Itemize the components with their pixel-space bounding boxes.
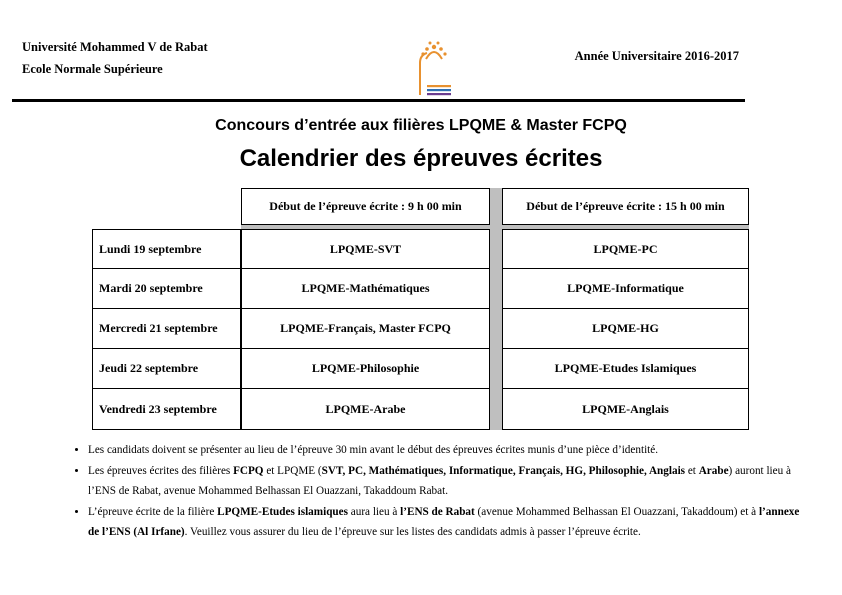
row-day: Mardi 20 septembre <box>92 268 241 309</box>
row-morning: LPQME-Philosophie <box>241 348 490 389</box>
header-left <box>22 36 208 80</box>
note-bold: Arabe <box>698 464 729 477</box>
schedule-table <box>92 188 749 430</box>
note-bold: LPQME-Etudes islamiques <box>217 505 348 518</box>
school-name: Ecole Normale Supérieure <box>22 62 163 76</box>
row-morning: LPQME-Arabe <box>241 388 490 430</box>
note-text: Les épreuves écrites des filières <box>88 464 234 477</box>
row-morning: LPQME-Français, Master FCPQ <box>241 308 490 349</box>
row-day: Vendredi 23 septembre <box>92 388 241 430</box>
row-day: Jeudi 22 septembre <box>92 348 241 389</box>
row-afternoon: LPQME-HG <box>502 308 749 349</box>
page-subtitle: Concours d’entrée aux filières LPQME & Master FCPQ <box>215 117 627 134</box>
row-afternoon: LPQME-Informatique <box>502 268 749 309</box>
academic-year: Année Universitaire 2016-2017 <box>574 49 739 63</box>
row-morning: LPQME-SVT <box>241 229 490 269</box>
note-text: . Veuillez vous assurer du lieu de l’épreuve sur les listes des candidats admis à passer l’épreuve écrite. <box>184 526 641 538</box>
row-afternoon: LPQME-PC <box>502 229 749 269</box>
university-name: Université Mohammed V de Rabat <box>22 40 208 54</box>
header-afternoon: Début de l’épreuve écrite : 15 h 00 min <box>502 188 749 225</box>
page-title: Calendrier des épreuves écrites <box>239 145 603 172</box>
note-bold: SVT, PC, Mathématiques, Informatique, Français, HG, Philosophie, Anglais <box>321 464 686 477</box>
note-bold: l’ENS de Rabat <box>400 505 475 518</box>
note-text: (avenue Mohammed Belhassan El Ouazzani, Takaddoum) et à <box>474 505 759 518</box>
note-item <box>88 440 800 461</box>
header-rule <box>12 99 745 102</box>
note-text: et <box>685 464 699 477</box>
row-morning: LPQME-Mathématiques <box>241 268 490 309</box>
ens-logo <box>410 33 458 99</box>
note-bold: FCPQ <box>233 464 264 477</box>
row-day: Mercredi 21 septembre <box>92 308 241 349</box>
note-text: et LPQME ( <box>263 464 322 477</box>
row-afternoon: LPQME-Anglais <box>502 388 749 430</box>
note-text: L’épreuve écrite de la filière <box>88 505 218 518</box>
note-bold: l’annexe de l’ENS (Al Irfane) <box>88 505 800 538</box>
header-morning: Début de l’épreuve écrite : 9 h 00 min <box>241 188 490 225</box>
note-text: ) auront lieu à l’ENS de Rabat, avenue Mohammed Belhassan El Ouazzani, Takaddoum Rabat. <box>88 464 791 497</box>
row-afternoon: LPQME-Etudes Islamiques <box>502 348 749 389</box>
note-text: Les candidats doivent se présenter au lieu de l’épreuve 30 min avant le début des épreuves écrites munis d’une pièce d’identité. <box>88 444 659 456</box>
note-item <box>88 502 800 543</box>
notes <box>70 440 800 543</box>
row-day: Lundi 19 septembre <box>92 229 241 269</box>
note-text: aura lieu à <box>347 505 401 518</box>
note-item <box>88 461 800 502</box>
